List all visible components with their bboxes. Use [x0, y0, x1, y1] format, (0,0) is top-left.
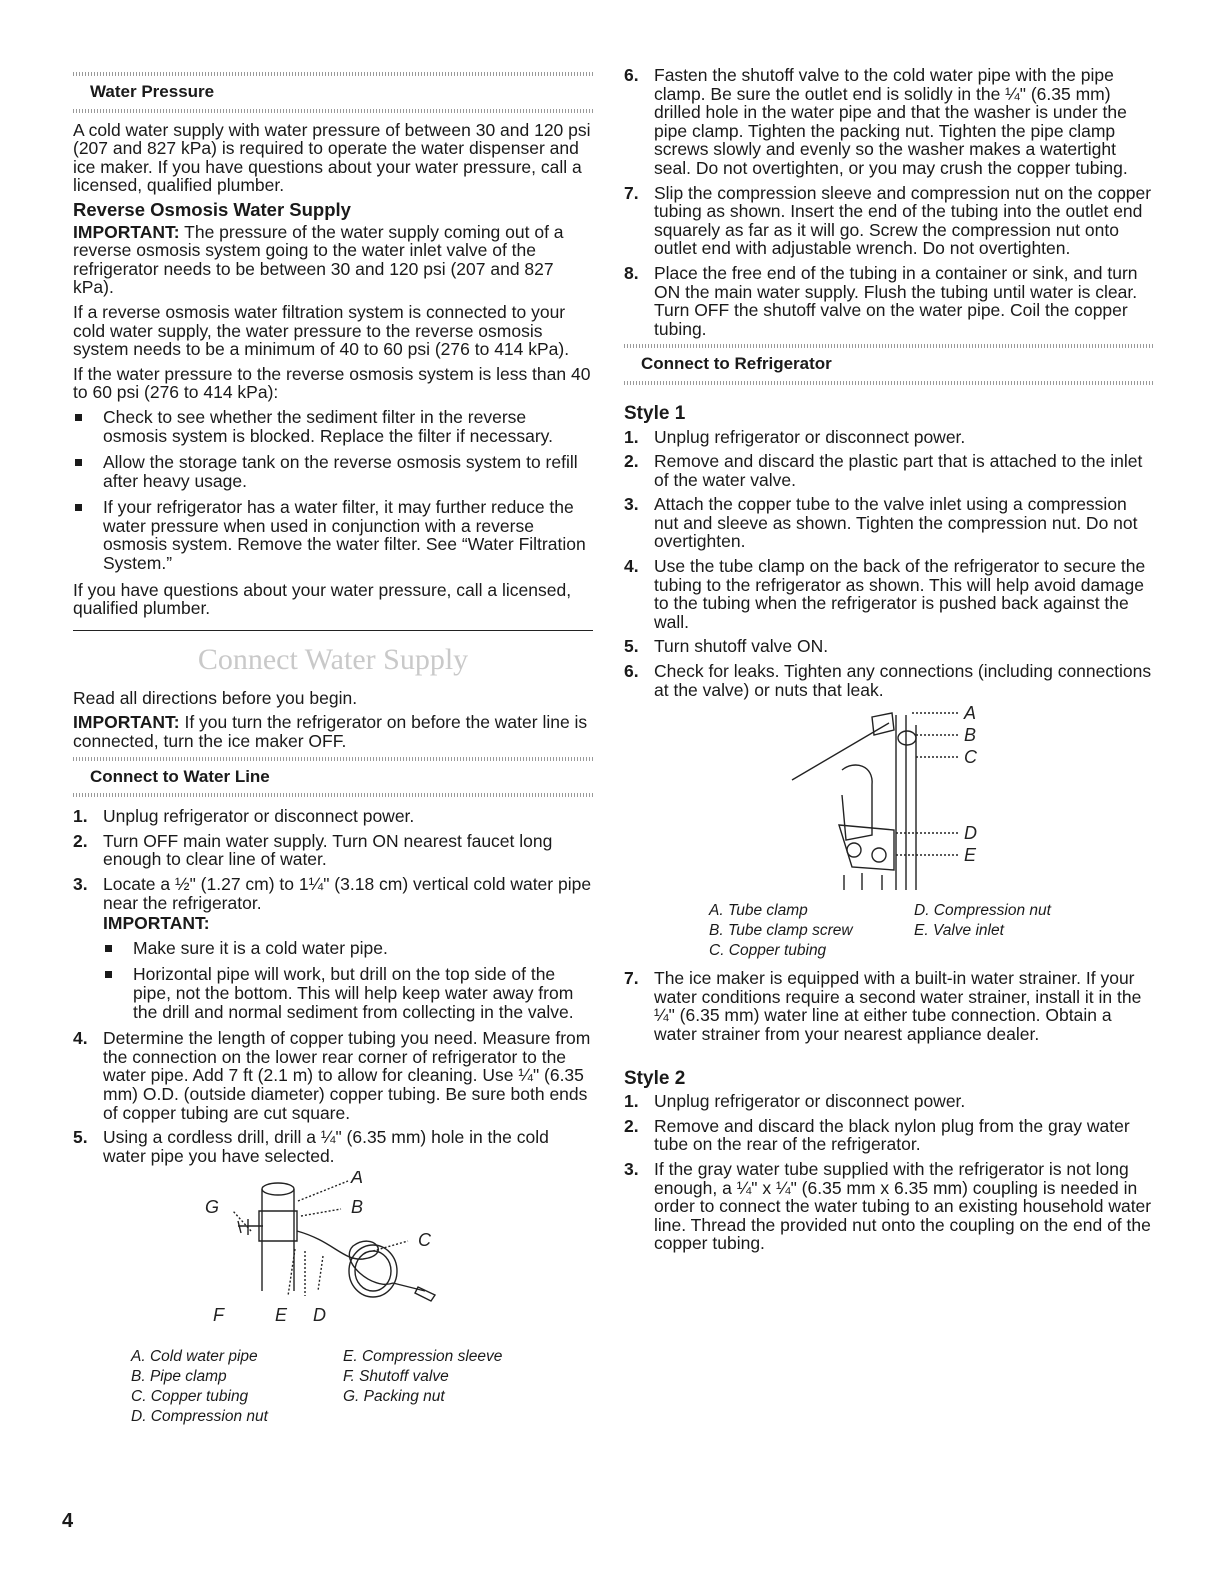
fig1-caption	[73, 1347, 593, 1431]
list-item: Make sure it is a cold water pipe.	[103, 939, 593, 958]
style2-title: Style 2	[624, 1067, 686, 1089]
caption-item: D. Compression nut	[914, 902, 1051, 920]
fig2-label-b: B	[964, 725, 977, 746]
list-item	[624, 1092, 1154, 1111]
step3-bullets	[103, 939, 593, 1021]
fig1-label-a: A	[351, 1171, 364, 1188]
ro-title: Reverse Osmosis Water Supply	[73, 198, 351, 220]
step-number: 6.	[624, 65, 639, 85]
list-item	[624, 637, 1154, 656]
list-item	[624, 264, 1154, 338]
connect-fridge-title: Connect to Refrigerator	[641, 354, 832, 374]
list-item	[73, 1128, 593, 1165]
step-number: 1.	[73, 806, 88, 827]
list-item	[624, 969, 1154, 1043]
step-text: Locate a ½" (1.27 cm) to 1¼" (3.18 cm) vertical cold water pipe near the refrigerator.	[103, 874, 592, 913]
caption-item: F. Shutoff valve	[343, 1368, 449, 1386]
list-item: Check to see whether the sediment filter in the reverse osmosis system is blocked. Replace the filter if necessary.	[73, 408, 593, 445]
step-text: Determine the length of copper tubing you need. Measure from the connection on the lower rear corner of refrigerator to the water pipe. Add 7 ft (2.1 m) to allow for cleaning. Use ¼" (6.35 mm) O.D. (outside diameter) copper tubing. Be sure both ends of copper tubing are cut square.	[103, 1028, 591, 1123]
step-text: Remove and discard the plastic part that is attached to the inlet of the water valve.	[654, 451, 1143, 490]
important-note	[73, 713, 593, 750]
step-number: 3.	[624, 494, 639, 515]
style1-steps	[624, 428, 1154, 700]
ro-important	[73, 223, 593, 297]
ro-bullet-list	[73, 408, 593, 573]
fig2-label-a: A	[964, 705, 977, 724]
step-text: Unplug refrigerator or disconnect power.	[103, 806, 415, 827]
connect-fridge-header	[624, 344, 1154, 385]
list-item	[73, 832, 593, 869]
fig2-label-e: E	[964, 845, 977, 866]
step-text: Turn shutoff valve ON.	[654, 636, 829, 657]
style1-title: Style 1	[624, 402, 686, 424]
caption-item: A. Cold water pipe	[131, 1348, 258, 1366]
caption-item: A. Tube clamp	[709, 902, 808, 920]
ro-paragraph-2: If a reverse osmosis water filtration system is connected to your cold water supply, the water pressure to the reverse osmosis system needs to be a minimum of 40 to 60 psi (276 to 414 kPa).	[73, 301, 570, 360]
step-number: 2.	[624, 451, 639, 472]
step-number: 8.	[624, 262, 639, 283]
step-number: 2.	[73, 830, 88, 851]
fig2-caption	[624, 901, 1154, 969]
list-item	[624, 184, 1154, 258]
water-line-steps	[73, 807, 593, 1165]
list-item	[624, 452, 1154, 489]
page-number: 4	[62, 1510, 74, 1532]
caption-item: E. Valve inlet	[914, 922, 1004, 940]
step-number: 4.	[624, 556, 639, 577]
list-item	[624, 557, 1154, 631]
caption-item: B. Pipe clamp	[131, 1368, 227, 1386]
caption-item: E. Compression sleeve	[343, 1348, 503, 1366]
caption-item: B. Tube clamp screw	[709, 922, 853, 940]
water-line-steps-continued	[624, 66, 1154, 338]
step-text: Unplug refrigerator or disconnect power.	[654, 1091, 966, 1112]
caption-item: D. Compression nut	[131, 1408, 268, 1426]
step-number: 4.	[73, 1028, 88, 1049]
read-all-text: Read all directions before you begin.	[73, 687, 358, 708]
step-text: Remove and discard the black nylon plug from the gray water tube on the rear of the refrigerator.	[654, 1115, 1130, 1155]
ro-important-text: The pressure of the water supply coming out of a reverse osmosis system going to the water inlet valve of the refrigerator needs to be between 30 and 120 psi (207 and 827 kPa).	[73, 221, 564, 298]
list-item	[624, 1160, 1154, 1253]
step-text: Use the tube clamp on the back of the refrigerator to secure the tubing to the refrigerator as shown. This will help avoid damage to the tubing when the refrigerator is pushed back against the wall.	[654, 556, 1146, 632]
fig1-label-f: F	[213, 1305, 224, 1326]
style2-steps	[624, 1092, 1154, 1253]
fig1-label-e: E	[275, 1305, 288, 1326]
shutoff-valve-diagram	[73, 1171, 593, 1341]
list-item	[624, 662, 1154, 699]
connect-water-line-title: Connect to Water Line	[90, 766, 270, 786]
step-text: Attach the copper tube to the valve inlet using a compression nut and sleeve as shown. Tighten the compression nut. Do not overtighten.	[654, 494, 1138, 552]
important-text: If you turn the refrigerator on before the water line is connected, turn the ice maker OFF.	[73, 712, 588, 752]
water-pressure-title: Water Pressure	[90, 82, 215, 101]
list-item: If your refrigerator has a water filter, it may further reduce the water pressure when used in conjunction with a reverse osmosis system. Remove the water filter. See “Water Filtration System.”	[73, 498, 593, 572]
step-number: 1.	[624, 426, 639, 447]
style1-step7	[624, 969, 1154, 1043]
step-number: 2.	[624, 1115, 639, 1136]
list-item	[73, 875, 593, 1021]
right-column	[624, 66, 1154, 1259]
list-item	[624, 66, 1154, 178]
step-number: 6.	[624, 661, 639, 682]
list-item	[73, 1029, 593, 1122]
step-number: 7.	[624, 182, 639, 203]
step-text: Check for leaks. Tighten any connections (including connections at the valve) or nuts that leak.	[654, 661, 1152, 700]
step-number: 5.	[73, 1127, 88, 1148]
step-text: If the gray water tube supplied with the refrigerator is not long enough, a ¼" x ¼" (6.35 mm x 6.35 mm) coupling is needed in order to connect the water tubing to an existing household water line. Thread the provided nut onto the coupling on the end of the copper tubing.	[654, 1158, 1152, 1254]
step-text: Unplug refrigerator or disconnect power.	[654, 426, 966, 447]
step-number: 7.	[624, 968, 639, 989]
fig1-label-g: G	[205, 1197, 220, 1218]
step-text: Slip the compression sleeve and compression nut on the copper tubing as shown. Insert the end of the tubing into the outlet end squarely as far as it will go. Screw the compression nut onto outlet end with adjustable wrench. Do not overtighten.	[654, 182, 1152, 259]
ro-paragraph-3: If the water pressure to the reverse osmosis system is less than 40 to 60 psi (276 to 414 kPa):	[73, 363, 591, 403]
valve-inlet-figure	[624, 705, 1154, 895]
fig1-label-c: C	[418, 1230, 431, 1251]
step-text: Using a cordless drill, drill a ¼" (6.35 mm) hole in the cold water pipe you have selected.	[103, 1127, 549, 1166]
step-text: Turn OFF main water supply. Turn ON nearest faucet long enough to clear line of water.	[103, 830, 553, 870]
list-item	[73, 807, 593, 826]
left-column	[73, 62, 593, 1431]
caption-item: C. Copper tubing	[709, 942, 827, 960]
caption-item: C. Copper tubing	[131, 1388, 249, 1406]
step-text: Fasten the shutoff valve to the cold water pipe with the pipe clamp. Be sure the outlet end is solidly in the ¼" (6.35 mm) drilled hole in the water pipe and that the washer is under the pipe clamp. Tighten the packing nut. Tighten the pipe clamp screws slowly and evenly so the washer makes a watertight seal. Do not overtighten, or you may crush the copper tubing.	[654, 65, 1128, 178]
fig2-label-c: C	[964, 747, 977, 768]
list-item	[624, 428, 1154, 447]
fig1-label-d: D	[313, 1305, 326, 1326]
list-item: Horizontal pipe will work, but drill on the top side of the pipe, not the bottom. This will help keep water away from the drill and normal sediment from collecting in the valve.	[103, 965, 593, 1021]
fig1-label-b: B	[351, 1197, 364, 1218]
section-title: Connect Water Supply	[197, 642, 469, 676]
section-divider	[73, 630, 593, 631]
water-pressure-header	[73, 72, 593, 113]
connect-water-line-header	[73, 757, 593, 798]
ro-paragraph-4: If you have questions about your water pressure, call a licensed, qualified plumber.	[73, 579, 572, 619]
shutoff-valve-figure	[73, 1171, 593, 1341]
step-number: 1.	[624, 1091, 639, 1112]
step3-important: IMPORTANT:	[103, 913, 210, 934]
step-number: 3.	[624, 1158, 639, 1179]
important-label: IMPORTANT:	[73, 712, 180, 733]
step-text: Place the free end of the tubing in a container or sink, and turn ON the main water supply. Flush the tubing until water is clear. Turn OFF the shutoff valve on the water pipe. Coil the copper tubing.	[654, 262, 1138, 339]
ro-important-label: IMPORTANT:	[73, 221, 180, 242]
list-item	[624, 495, 1154, 551]
list-item	[624, 1117, 1154, 1154]
fig2-label-d: D	[964, 823, 977, 844]
step-number: 3.	[73, 874, 88, 894]
list-item: Allow the storage tank on the reverse osmosis system to refill after heavy usage.	[73, 453, 593, 490]
caption-item: G. Packing nut	[343, 1388, 445, 1406]
valve-inlet-diagram	[624, 705, 1154, 895]
step-text: The ice maker is equipped with a built-in water strainer. If your water conditions require a second water strainer, install it in the ¼" (6.35 mm) water line at either tube connection. Obtain a water strainer from your nearest appliance dealer.	[654, 968, 1142, 1044]
step-number: 5.	[624, 636, 639, 657]
water-pressure-text: A cold water supply with water pressure of between 30 and 120 psi (207 and 827 kPa) is required to operate the water dispenser and ice maker. If you have questions about your water pressure, call a licensed, qualified plumber.	[73, 119, 591, 196]
